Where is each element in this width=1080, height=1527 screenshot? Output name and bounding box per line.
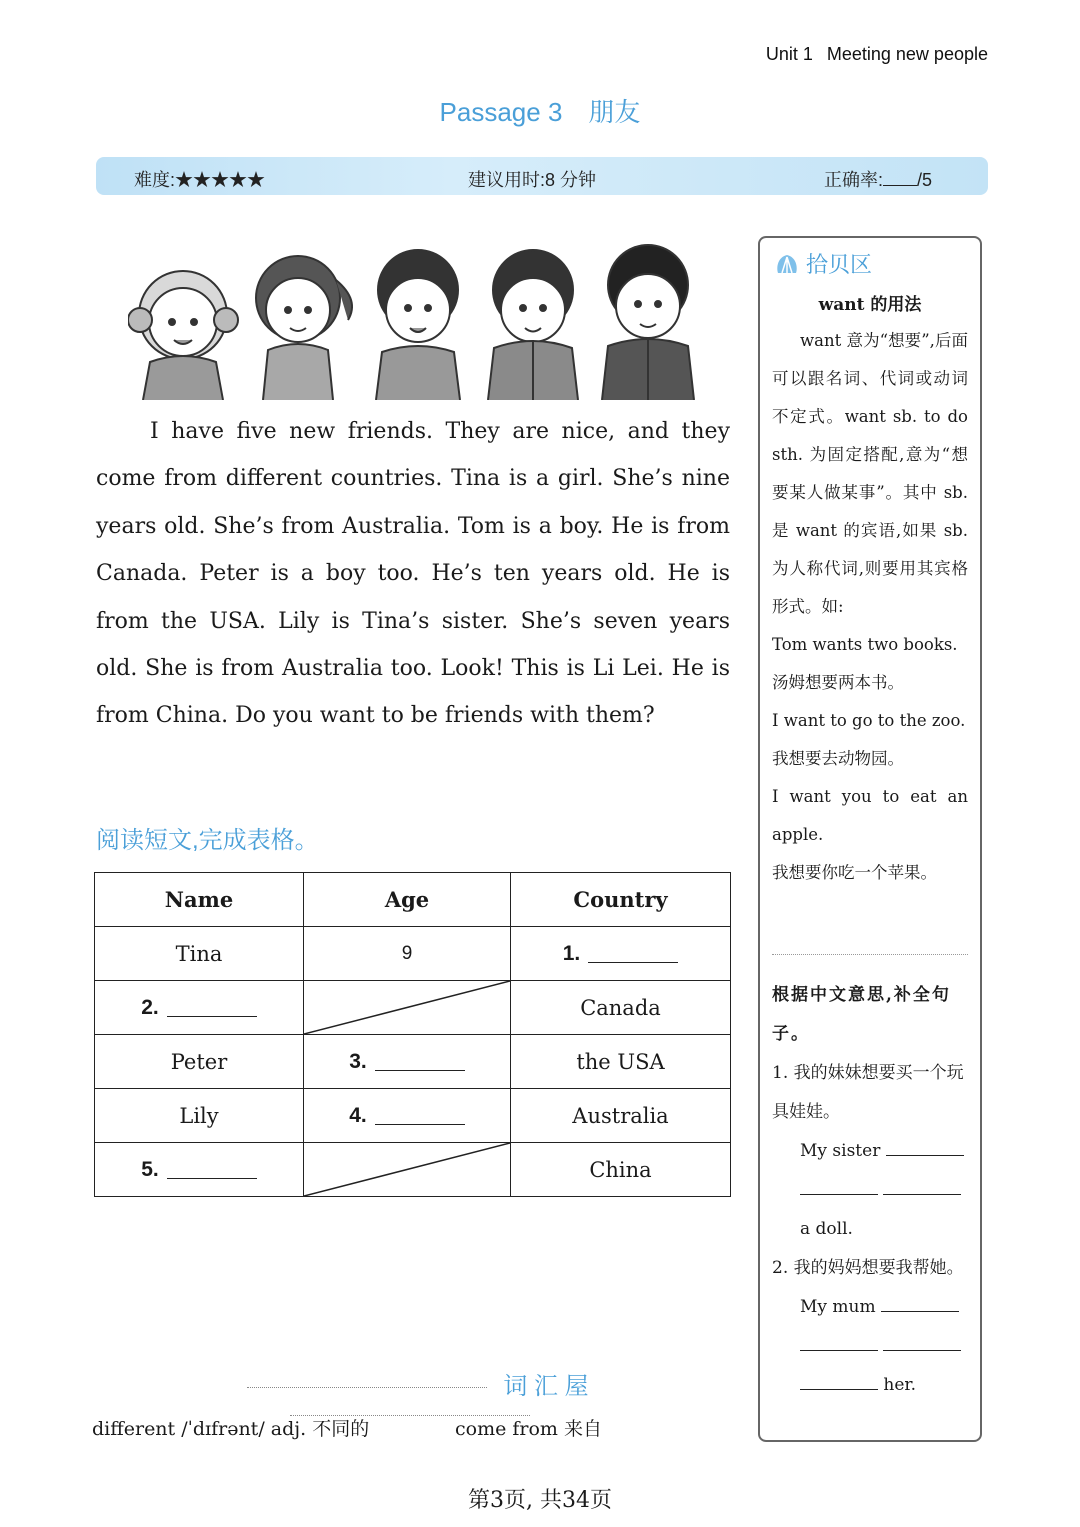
answer-line[interactable] <box>375 1106 465 1125</box>
answer-blank[interactable] <box>800 1375 878 1390</box>
question-1-cn: 1. 我的妹妹想要买一个玩具娃娃。 <box>772 1063 964 1122</box>
blank-number: 5. <box>141 1158 159 1181</box>
exercise-instruction: 根据中文意思,补全句子。 <box>772 985 951 1044</box>
divider <box>247 1387 487 1388</box>
answer-blank[interactable] <box>881 1297 959 1312</box>
passage-title <box>0 92 1080 129</box>
vocab-item: come from 来自 <box>455 1418 602 1440</box>
q2-end: her. <box>883 1375 917 1395</box>
cell-country: the USA <box>511 1035 731 1089</box>
unit-label: Unit 1 <box>765 44 813 64</box>
table-row <box>95 927 731 981</box>
table-row <box>95 1035 731 1089</box>
sidebar-header <box>774 248 872 279</box>
task-title: 阅读短文,完成表格。 <box>96 827 319 854</box>
sidebar-title: 拾贝区 <box>806 252 873 277</box>
answer-line[interactable] <box>375 1052 465 1071</box>
example-cn: 我想要你吃一个苹果。 <box>772 863 937 882</box>
vocab-title: 词 汇 屋 <box>503 1373 589 1400</box>
answer-line[interactable] <box>588 944 678 963</box>
answer-line[interactable] <box>167 998 257 1017</box>
passage-paragraph: I have five new friends. They are nice, and they come from different countries. Tina is a girl. She’s nine years old. She’s from Australia. Tom is a boy. He is from Canada. Peter is a boy too. He’s ten years old. He is from the USA. Lily is Tina’s sister. She’s seven years old. She is from Australia too. Look! This is Li Lei. He is from China. Do you want to be friends with them? <box>96 419 730 729</box>
cell-age: 9 <box>304 927 511 981</box>
example-cn: 汤姆想要两本书。 <box>772 673 904 692</box>
answer-line[interactable] <box>167 1160 257 1179</box>
boy-tom-figure <box>376 250 460 400</box>
cell-name: Lily <box>95 1089 304 1143</box>
table-row <box>95 1089 731 1143</box>
divider <box>772 954 968 955</box>
passage-title-cn: 朋友 <box>588 97 641 127</box>
cell-country: Australia <box>511 1089 731 1143</box>
boy-li-lei-figure <box>602 245 694 400</box>
accuracy-field <box>824 166 932 192</box>
answer-blank[interactable] <box>883 1336 961 1351</box>
sidebar-explanation <box>772 322 968 892</box>
blank-3[interactable] <box>304 1035 511 1089</box>
crossed-cell <box>304 981 511 1035</box>
q2-start: My mum <box>800 1297 876 1317</box>
sidebar-exercise <box>772 976 968 1405</box>
page-footer: 第3页, 共34页 <box>468 1488 612 1513</box>
answer-table <box>94 872 731 1197</box>
example-en: I want to go to the zoo. <box>772 711 966 730</box>
example-en: I want you to eat an apple. <box>772 787 968 844</box>
blank-number: 4. <box>349 1104 367 1127</box>
table-row <box>95 981 731 1035</box>
blank-1[interactable] <box>511 927 731 981</box>
cell-country: China <box>511 1143 731 1197</box>
five-friends-illustration <box>128 240 708 400</box>
answer-blank[interactable] <box>886 1141 964 1156</box>
table-row <box>95 1143 731 1197</box>
girl-lily-figure <box>256 256 352 400</box>
girl-tina-figure <box>128 271 238 400</box>
diagonal-line <box>304 1143 510 1196</box>
blank-5[interactable] <box>95 1143 304 1197</box>
cell-country: Canada <box>511 981 731 1035</box>
question-1-answer-line <box>772 1171 968 1210</box>
example-en: Tom wants two books. <box>772 635 958 654</box>
sidebar-subtitle: want 的用法 <box>818 295 922 315</box>
answer-blank[interactable] <box>800 1180 878 1195</box>
example-cn: 我想要去动物园。 <box>772 749 904 768</box>
cell-name: Peter <box>95 1035 304 1089</box>
info-bar <box>96 157 988 195</box>
blank-number: 2. <box>141 996 159 1019</box>
blank-2[interactable] <box>95 981 304 1035</box>
table-header-row <box>95 873 731 927</box>
blank-4[interactable] <box>304 1089 511 1143</box>
answer-blank[interactable] <box>800 1336 878 1351</box>
question-2-answer <box>772 1288 968 1327</box>
cell-name: Tina <box>95 927 304 981</box>
shell-icon <box>774 253 800 277</box>
accuracy-label: 正确率: <box>824 170 884 190</box>
passage-text <box>96 408 730 740</box>
vocab-item: different /ˈdɪfrənt/ adj. 不同的 <box>92 1418 370 1440</box>
boy-peter-figure <box>488 250 578 400</box>
question-2-cn: 2. 我的妈妈想要我帮她。 <box>772 1258 964 1278</box>
question-2-answer-end <box>772 1366 968 1405</box>
header-age: Age <box>304 873 511 927</box>
q1-end: a doll. <box>800 1219 853 1239</box>
question-2-answer-line <box>772 1327 968 1366</box>
question-1-answer <box>772 1132 968 1171</box>
answer-blank[interactable] <box>883 1180 961 1195</box>
suggested-time: 建议用时:8 分钟 <box>468 170 597 190</box>
accuracy-total: /5 <box>917 170 933 190</box>
unit-title: Meeting new people <box>826 44 988 64</box>
blank-number: 3. <box>349 1050 367 1073</box>
crossed-cell <box>304 1143 511 1197</box>
header-country: Country <box>511 873 731 927</box>
usage-note: want 意为“想要”,后面可以跟名词、代词或动词不定式。want sb. to do sth. 为固定搭配,意为“想要某人做某事”。其中 sb. 是 want 的宾语,如果 sb. 为人称代词,则要用其宾格形式。如: <box>772 331 968 616</box>
header-name: Name <box>95 873 304 927</box>
unit-header <box>752 44 988 65</box>
accuracy-blank[interactable] <box>883 171 917 186</box>
blank-number: 1. <box>562 942 581 965</box>
tips-sidebar <box>758 236 982 1442</box>
q1-start: My sister <box>800 1141 881 1161</box>
diagonal-line <box>304 981 510 1034</box>
passage-number: Passage 3 <box>439 97 563 127</box>
difficulty-rating: 难度:★★★★★ <box>134 170 266 190</box>
